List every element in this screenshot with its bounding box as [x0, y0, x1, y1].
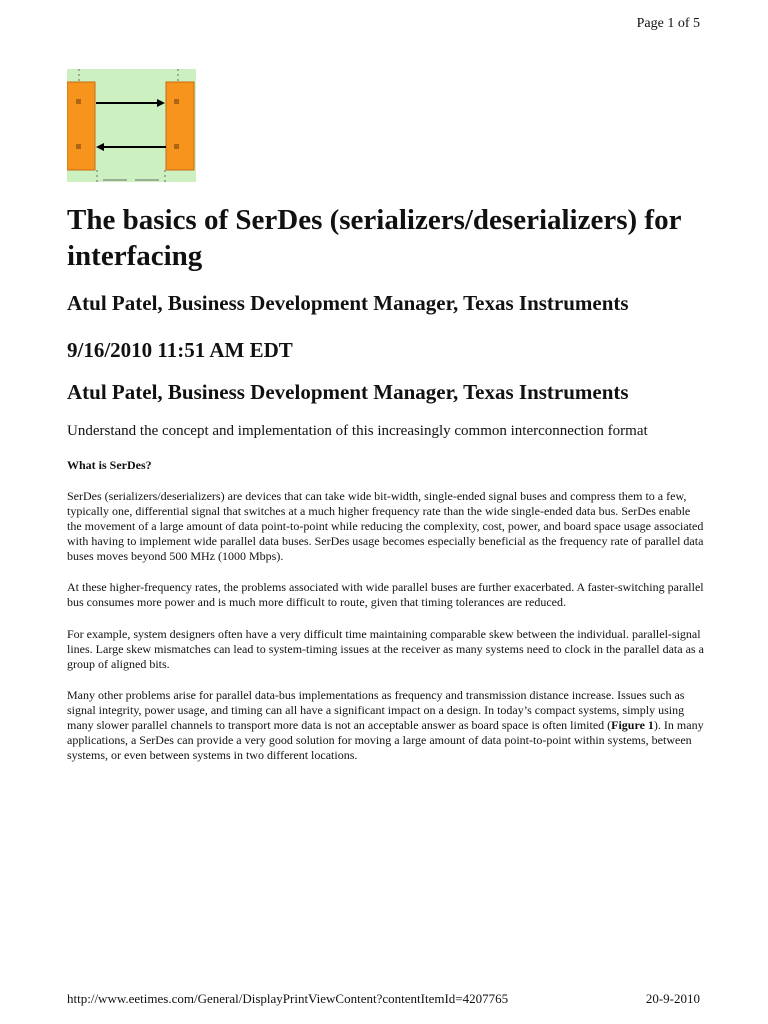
- paragraph-4: [67, 688, 707, 763]
- author-byline-repeat: Atul Patel, Business Development Manager, Texas Instruments: [67, 380, 629, 404]
- serdes-block-diagram-icon: [67, 69, 196, 182]
- paragraph-3: For example, system designers often have a very difficult time maintaining comparable skew between the individual. parallel-signal lines. Large skew mismatches can lead to system-timing issues at the receiver as many systems need to clock in the parallel data as a group of aligned bits.: [67, 627, 704, 671]
- right-block: [166, 82, 194, 170]
- serdes-figure: [67, 69, 196, 182]
- source-url: http://www.eetimes.com/General/DisplayPrintViewContent?contentItemId=4207765: [67, 991, 509, 1006]
- article-lead: Understand the concept and implementation of this increasingly common interconnection format: [67, 423, 648, 439]
- paragraph-1: SerDes (serializers/deserializers) are devices that can take wide bit-width, single-ended signal buses and compress them to a few, typically one, differential signal that switches at a much higher frequency rate than the wide single-ended data bus. SerDes enable the movement of a large amount of data point-to-point while reducing the complexity, cost, power, and board space usage associated with having to implement wide parallel data buses. SerDes usage becomes especially beneficial as the frequency rate of parallel data buses moves beyond 500 MHz (1000 Mbps).: [67, 489, 704, 563]
- paragraph-4-text-end: ). In many applications, a SerDes can provide a very good solution for moving a large amount of data point-to-point within systems, between systems, or even between systems in two different locations.: [67, 718, 704, 762]
- paragraph-2: At these higher-frequency rates, the problems associated with wide parallel buses are further exacerbated. A faster-switching parallel bus consumes more power and is much more difficult to route, given that timing tolerances are reduced.: [67, 580, 704, 609]
- print-date: 20-9-2010: [645, 991, 700, 1006]
- publication-date: 9/16/2010 11:51 AM EDT: [67, 338, 293, 362]
- page-number: Page 1 of 5: [636, 16, 700, 31]
- figure-reference: Figure 1: [611, 718, 654, 732]
- article-title: The basics of SerDes (serializers/deserializers) for interfacing: [67, 204, 681, 272]
- section-heading: What is SerDes?: [67, 458, 152, 472]
- paragraph-4-text-start: Many other problems arise for parallel data-bus implementations as frequency and transmission distance increase. Issues such as signal integrity, power usage, and timing can all have a significant impact on a design. In today’s compact systems, simply using many slower parallel channels to transport more data is not an acceptable answer as board space is often limited (: [67, 688, 685, 732]
- left-block: [67, 82, 95, 170]
- author-byline: Atul Patel, Business Development Manager, Texas Instruments: [67, 291, 629, 315]
